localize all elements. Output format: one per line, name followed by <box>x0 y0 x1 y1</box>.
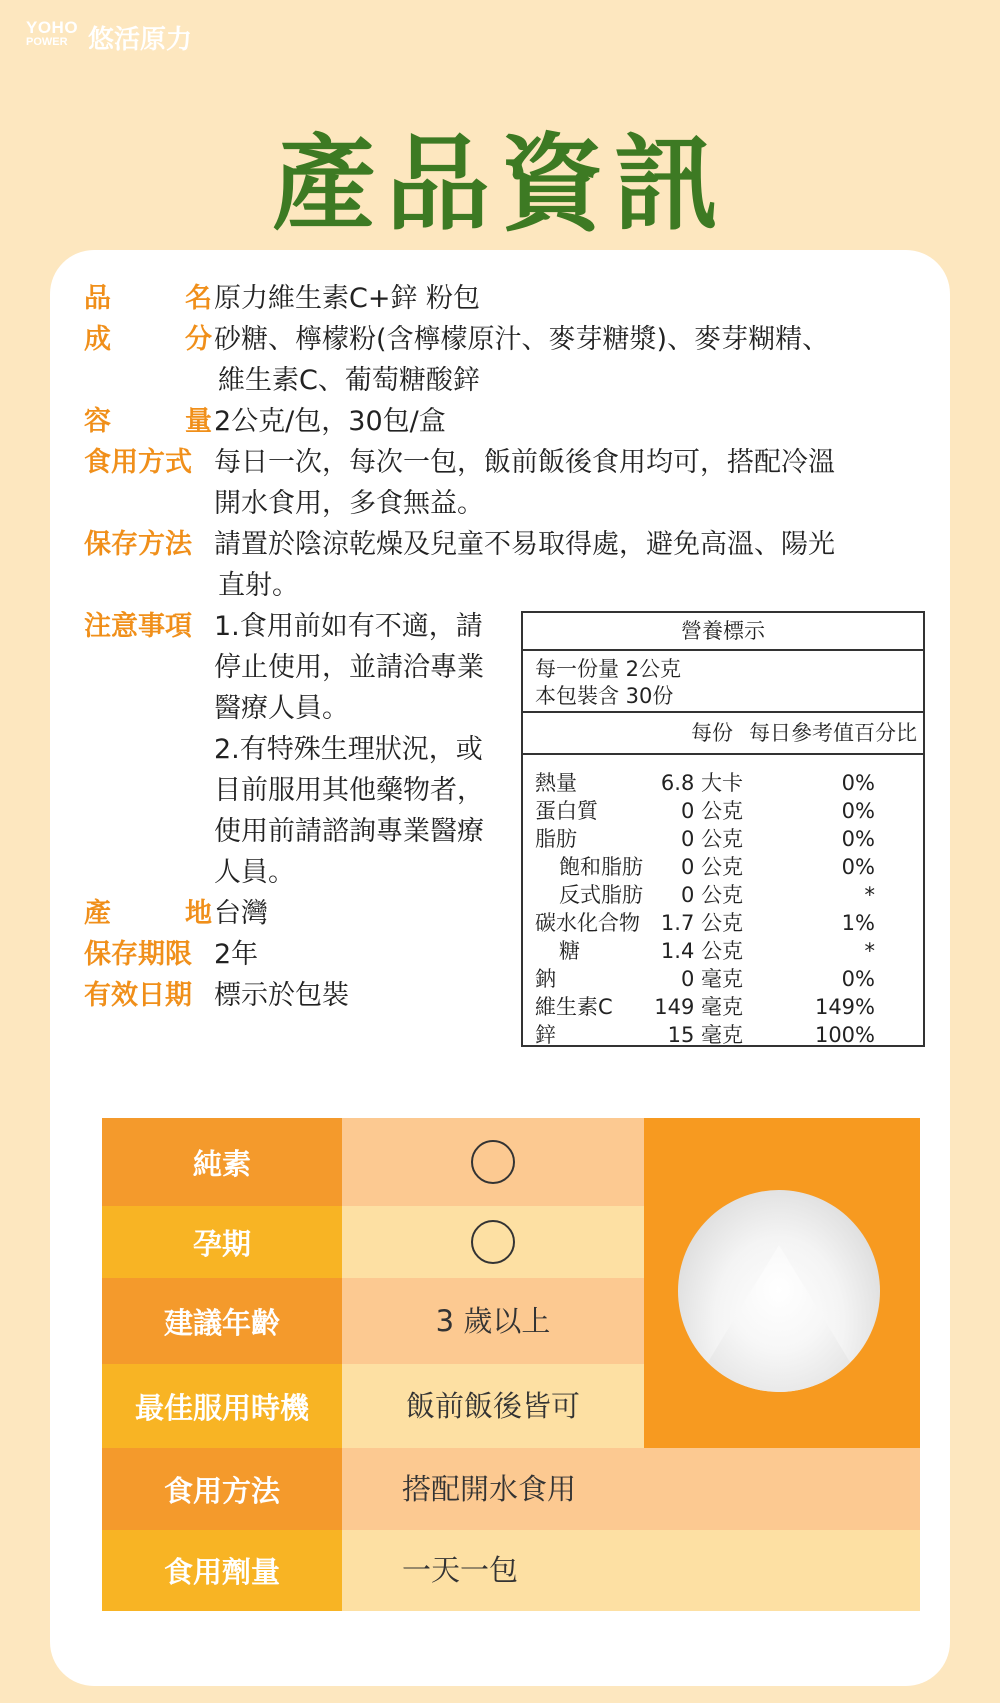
feature-label: 建議年齡 <box>102 1278 342 1364</box>
nutrient-daily-percent: 0% <box>841 967 875 991</box>
info-label-char: 成 <box>84 324 111 355</box>
col-per-serving: 每份 <box>691 721 733 745</box>
serving-size: 每一份量 2公克 <box>535 657 682 681</box>
info-value <box>214 442 835 524</box>
info-label: 有效日期 <box>84 980 192 1011</box>
info-value-line: 使用前請諮詢專業醫療 <box>214 816 484 847</box>
circle-mark-icon <box>471 1140 515 1184</box>
feature-label: 純素 <box>102 1118 342 1206</box>
nutrition-row <box>523 965 923 993</box>
nutrient-amount: 0 公克 <box>680 827 743 851</box>
info-value-line: 原力維生素C+鋅 粉包 <box>214 283 481 314</box>
info-value-line: 2公克/包，30包/盒 <box>214 406 446 437</box>
info-value-line: 停止使用，並請洽專業 <box>214 652 484 683</box>
nutrient-daily-percent: 149% <box>814 995 875 1019</box>
info-label-char: 地 <box>185 898 212 929</box>
nutrition-row <box>523 825 923 853</box>
page-title: 產品資訊 <box>271 123 728 245</box>
info-value <box>214 319 829 401</box>
feature-value: 搭配開水食用 <box>342 1448 920 1530</box>
nutrient-name: 熱量 <box>535 771 577 795</box>
nutrient-amount: 0 公克 <box>680 799 743 823</box>
info-label <box>84 893 212 934</box>
info-value <box>214 524 835 606</box>
info-value-line: 開水食用，多食無益。 <box>214 488 484 519</box>
nutrient-daily-percent: 1% <box>841 911 875 935</box>
nutrition-row <box>523 769 923 797</box>
info-label: 保存期限 <box>84 939 192 970</box>
nutrient-name: 飽和脂肪 <box>559 855 643 879</box>
feature-label: 食用方法 <box>102 1448 342 1530</box>
nutrition-row <box>523 937 923 965</box>
info-label: 食用方式 <box>84 447 192 478</box>
info-value <box>214 606 484 893</box>
info-label-char: 產 <box>84 898 111 929</box>
powder-pile <box>688 1245 870 1392</box>
nutrient-daily-percent: 0% <box>841 827 875 851</box>
col-daily-value: 每日參考值百分比 <box>749 721 917 745</box>
nutrition-facts-table <box>521 611 925 1047</box>
feature-label: 最佳服用時機 <box>102 1364 342 1448</box>
nutrition-row <box>523 909 923 937</box>
nutrient-daily-percent: 0% <box>841 771 875 795</box>
info-label-char: 量 <box>185 406 212 437</box>
nutrition-row <box>523 797 923 825</box>
info-label <box>84 319 212 360</box>
nutrient-daily-percent: * <box>864 939 875 963</box>
logo-mark <box>26 20 78 48</box>
nutrient-amount: 6.8 大卡 <box>660 771 743 795</box>
info-value-line: 每日一次，每次一包，飯前飯後食用均可，搭配冷溫 <box>214 447 835 478</box>
info-value-line: 人員。 <box>214 857 295 888</box>
nutrition-column-headers <box>523 713 923 755</box>
nutrient-name: 鈉 <box>535 967 556 991</box>
info-value-line: 台灣 <box>214 898 268 929</box>
nutrient-daily-percent: 0% <box>841 855 875 879</box>
feature-label: 孕期 <box>102 1206 342 1278</box>
info-value-line: 2年 <box>214 939 259 970</box>
circle-mark-icon <box>471 1220 515 1264</box>
nutrient-amount: 0 毫克 <box>680 967 743 991</box>
servings-per-pack: 本包裝含 30份 <box>535 684 674 708</box>
nutrient-name: 反式脂肪 <box>559 883 643 907</box>
nutrition-rows <box>523 755 923 1049</box>
nutrition-serving-block <box>523 651 923 713</box>
nutrient-name: 鋅 <box>535 1023 556 1047</box>
feature-value: 一天一包 <box>342 1530 920 1611</box>
nutrition-row <box>523 993 923 1021</box>
nutrient-amount: 149 毫克 <box>654 995 743 1019</box>
info-value-line: 標示於包裝 <box>214 980 349 1011</box>
nutrient-amount: 1.7 公克 <box>660 911 743 935</box>
info-value-line: 直射。 <box>218 570 299 601</box>
powder-photo <box>678 1190 880 1392</box>
info-label-char: 名 <box>185 283 212 314</box>
info-label: 保存方法 <box>84 529 192 560</box>
logo-mark-line2: POWER <box>26 36 68 48</box>
nutrient-name: 蛋白質 <box>535 799 598 823</box>
info-value-line: 砂糖、檸檬粉(含檸檬原汁、麥芽糖漿)、麥芽糊精、 <box>214 324 830 355</box>
nutrition-title: 營養標示 <box>523 613 923 651</box>
info-value <box>214 934 258 975</box>
info-value <box>214 893 268 934</box>
logo-mark-line1: YOHO <box>26 18 79 37</box>
info-label <box>84 401 212 442</box>
nutrient-daily-percent: 0% <box>841 799 875 823</box>
nutrient-amount: 0 公克 <box>680 855 743 879</box>
nutrient-daily-percent: * <box>864 883 875 907</box>
feature-value: 3 歲以上 <box>342 1278 644 1364</box>
nutrient-amount: 0 公克 <box>680 883 743 907</box>
nutrient-amount: 15 毫克 <box>667 1023 743 1047</box>
feature-label: 食用劑量 <box>102 1530 342 1611</box>
nutrient-amount: 1.4 公克 <box>660 939 743 963</box>
nutrition-row <box>523 881 923 909</box>
info-value-line: 目前服用其他藥物者， <box>214 775 484 806</box>
feature-value <box>342 1206 644 1278</box>
info-value-line: 2.有特殊生理狀況，或 <box>214 734 483 765</box>
info-value-line: 維生素C、葡萄糖酸鋅 <box>218 365 480 396</box>
info-label-char: 容 <box>84 406 111 437</box>
info-value-line: 醫療人員。 <box>214 693 349 724</box>
feature-value <box>342 1118 644 1206</box>
info-value <box>214 401 446 442</box>
nutrient-daily-percent: 100% <box>814 1023 875 1047</box>
nutrition-row <box>523 1021 923 1049</box>
brand-name: 悠活原力 <box>88 25 193 55</box>
info-label-char: 分 <box>185 324 212 355</box>
info-value <box>214 278 480 319</box>
info-label-char: 品 <box>84 283 111 314</box>
nutrition-row <box>523 853 923 881</box>
nutrient-name: 糖 <box>559 939 580 963</box>
nutrient-name: 碳水化合物 <box>535 911 640 935</box>
info-value <box>214 975 349 1016</box>
info-label: 注意事項 <box>84 611 192 642</box>
info-label <box>84 278 212 319</box>
info-value-line: 1.食用前如有不適，請 <box>214 611 483 642</box>
info-value-line: 請置於陰涼乾燥及兒童不易取得處，避免高溫、陽光 <box>214 529 835 560</box>
feature-value: 飯前飯後皆可 <box>342 1364 644 1448</box>
nutrient-name: 維生素C <box>535 995 613 1019</box>
nutrient-name: 脂肪 <box>535 827 577 851</box>
